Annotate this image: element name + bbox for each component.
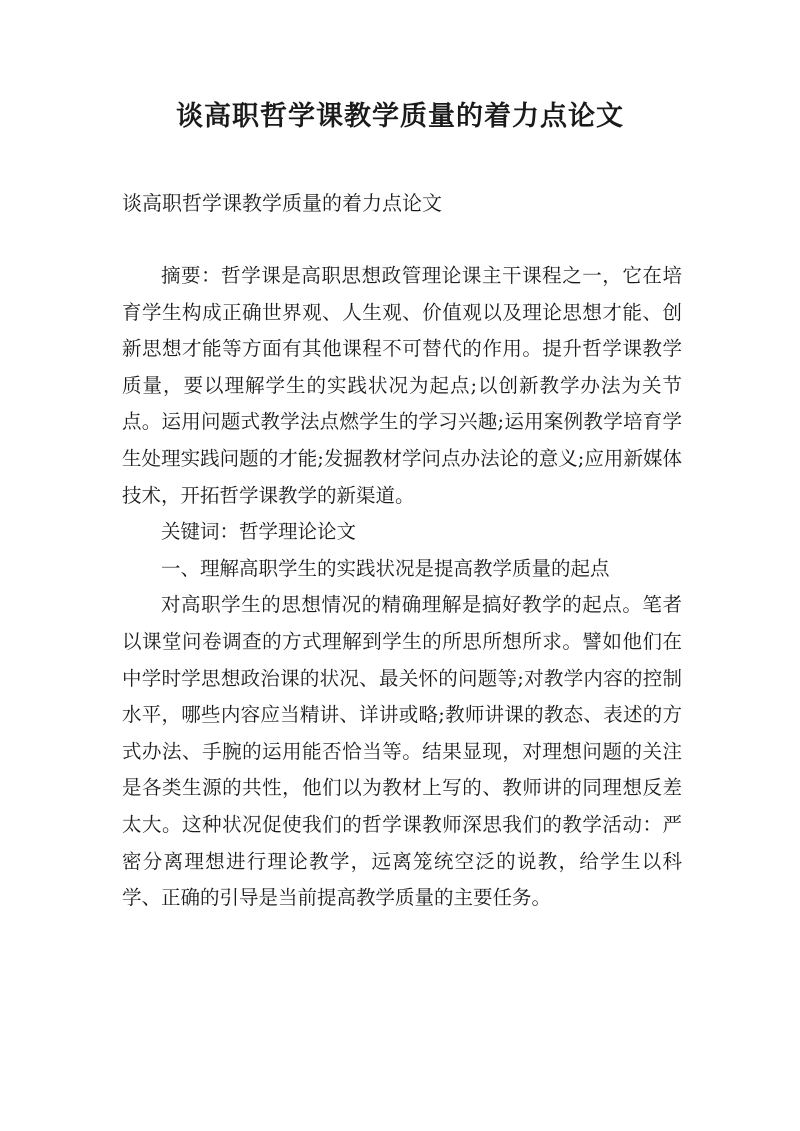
abstract-paragraph: 摘要：哲学课是高职思想政管理论课主干课程之一，它在培育学生构成正确世界观、人生观、价值观以及理论思想才能、创新思想才能等方面有其他课程不可替代的作用。提升哲学课教学质量，要以理解学生的实践状况为起点;以创新教学办法为关节点。运用问题式教学法点燃学生的学习兴趣;运用案例教学培育学生处理实践问题的才能;发掘教材学问点办法论的意义;应用新媒体技术，开拓哲学课教学的新渠道。 [122,264,682,507]
document-title: 谈高职哲学课教学质量的着力点论文 [176,101,624,132]
section-heading: 一、理解高职学生的实践状况是提高教学质量的起点 [161,556,610,580]
body-paragraph: 对高职学生的思想情况的精确理解是搞好教学的起点。笔者以课堂问卷调查的方式理解到学生的所思所想所求。譬如他们在中学时学思想政治课的状况、最关怀的问题等;对教学内容的控制水平，哪些内容应当精讲、详讲或略;教师讲课的教态、表述的方式办法、手腕的运用能否恰当等。结果显现，对理想问题的关注是各类生源的共性，他们以为教材上写的、教师讲的同理想反差太大。这种状况促使我们的哲学课教师深思我们的教学活动：严密分离理想进行理论教学，远离笼统空泛的说教，给学生以科学、正确的引导是当前提高教学质量的主要任务。 [122,593,682,910]
keywords-line: 关键词：哲学理论论文 [161,520,357,544]
document-body [122,258,682,917]
document-subtitle: 谈高职哲学课教学质量的着力点论文 [122,191,442,215]
